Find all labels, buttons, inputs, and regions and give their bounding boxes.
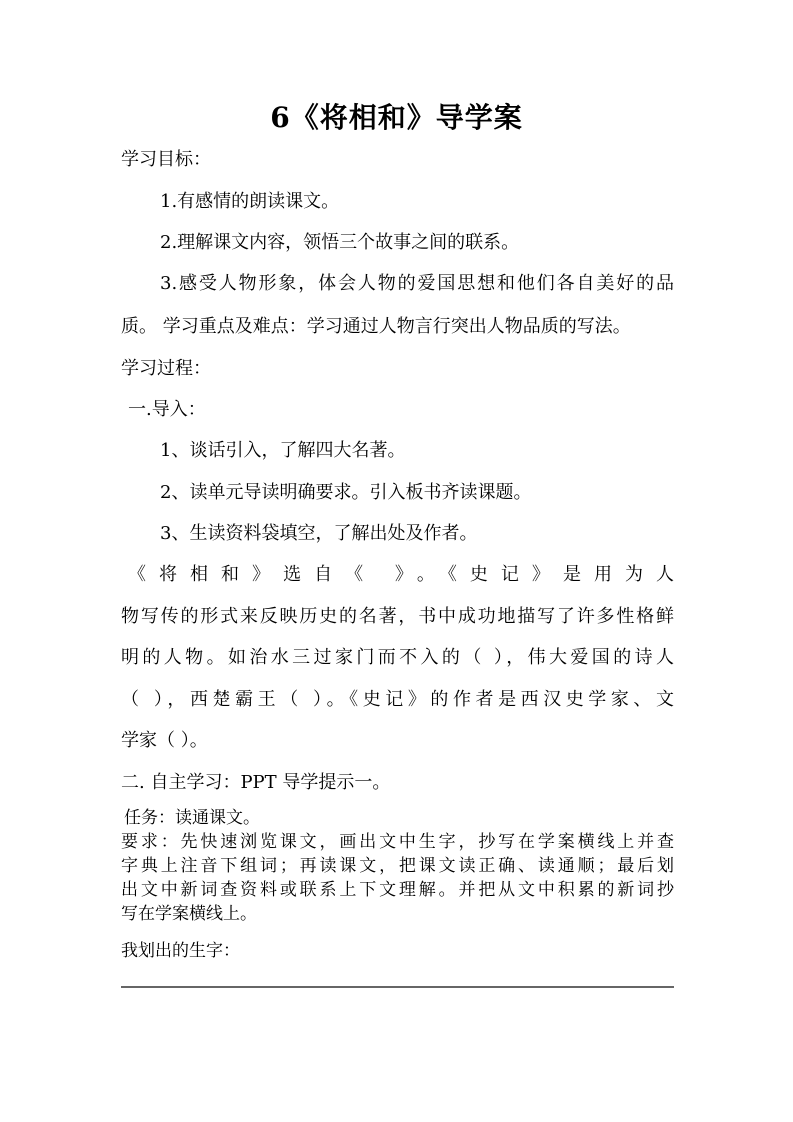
fill-blank-line: 《将相和》选自《 》。《史记》是用为人 [128,564,674,585]
fill-blank-line: 明的人物。如治水三过家门而不入的（ ），伟大爱国的诗人 [121,647,674,668]
intro-item: 2、读单元导读明确要求。引入板书齐读课题。 [160,482,532,503]
intro-item: 1、谈话引入，了解四大名著。 [160,440,406,461]
fill-blank-line: 学家（ ）。 [121,730,208,751]
fill-blank-line: 物写传的形式来反映历史的名著，书中成功地描写了许多性格鲜 [121,606,674,627]
intro-item: 3、生读资料袋填空，了解出处及作者。 [160,523,478,544]
section-heading-intro: 一.导入： [128,399,206,420]
objective-continuation: 质。 学习重点及难点：学习通过人物言行突出人物品质的写法。 [121,316,631,337]
objective-item: 1.有感情的朗读课文。 [160,191,340,212]
page-title: 6《将相和》导学案 [270,101,523,134]
objective-item: 3.感受人物形象，体会人物的爱国思想和他们各自美好的品 [160,273,674,294]
requirement-line: 出文中新词查资料或联系上下文理解。并把从文中积累的新词抄 [121,880,674,900]
writing-line [121,986,674,988]
requirement-line: 写在学案横线上。 [121,904,257,924]
process-heading: 学习过程： [121,358,211,379]
section-heading-self-study: 二. 自主学习：PPT 导学提示一。 [121,772,391,793]
fill-blank-line: （ ），西楚霸王（ ）。《史记》的作者是西汉史学家、文 [121,689,674,710]
requirement-line: 字典上注音下组词；再读课文，把课文读正确、读通顺；最后划 [121,856,674,876]
task-text: 任务：读通课文。 [124,808,260,828]
objectives-heading: 学习目标： [121,149,211,170]
new-characters-label: 我划出的生字： [121,941,240,961]
objective-item: 2.理解课文内容，领悟三个故事之间的联系。 [160,232,520,253]
requirement-line: 要求：先快速浏览课文，画出文中生字，抄写在学案横线上并查 [121,832,674,852]
